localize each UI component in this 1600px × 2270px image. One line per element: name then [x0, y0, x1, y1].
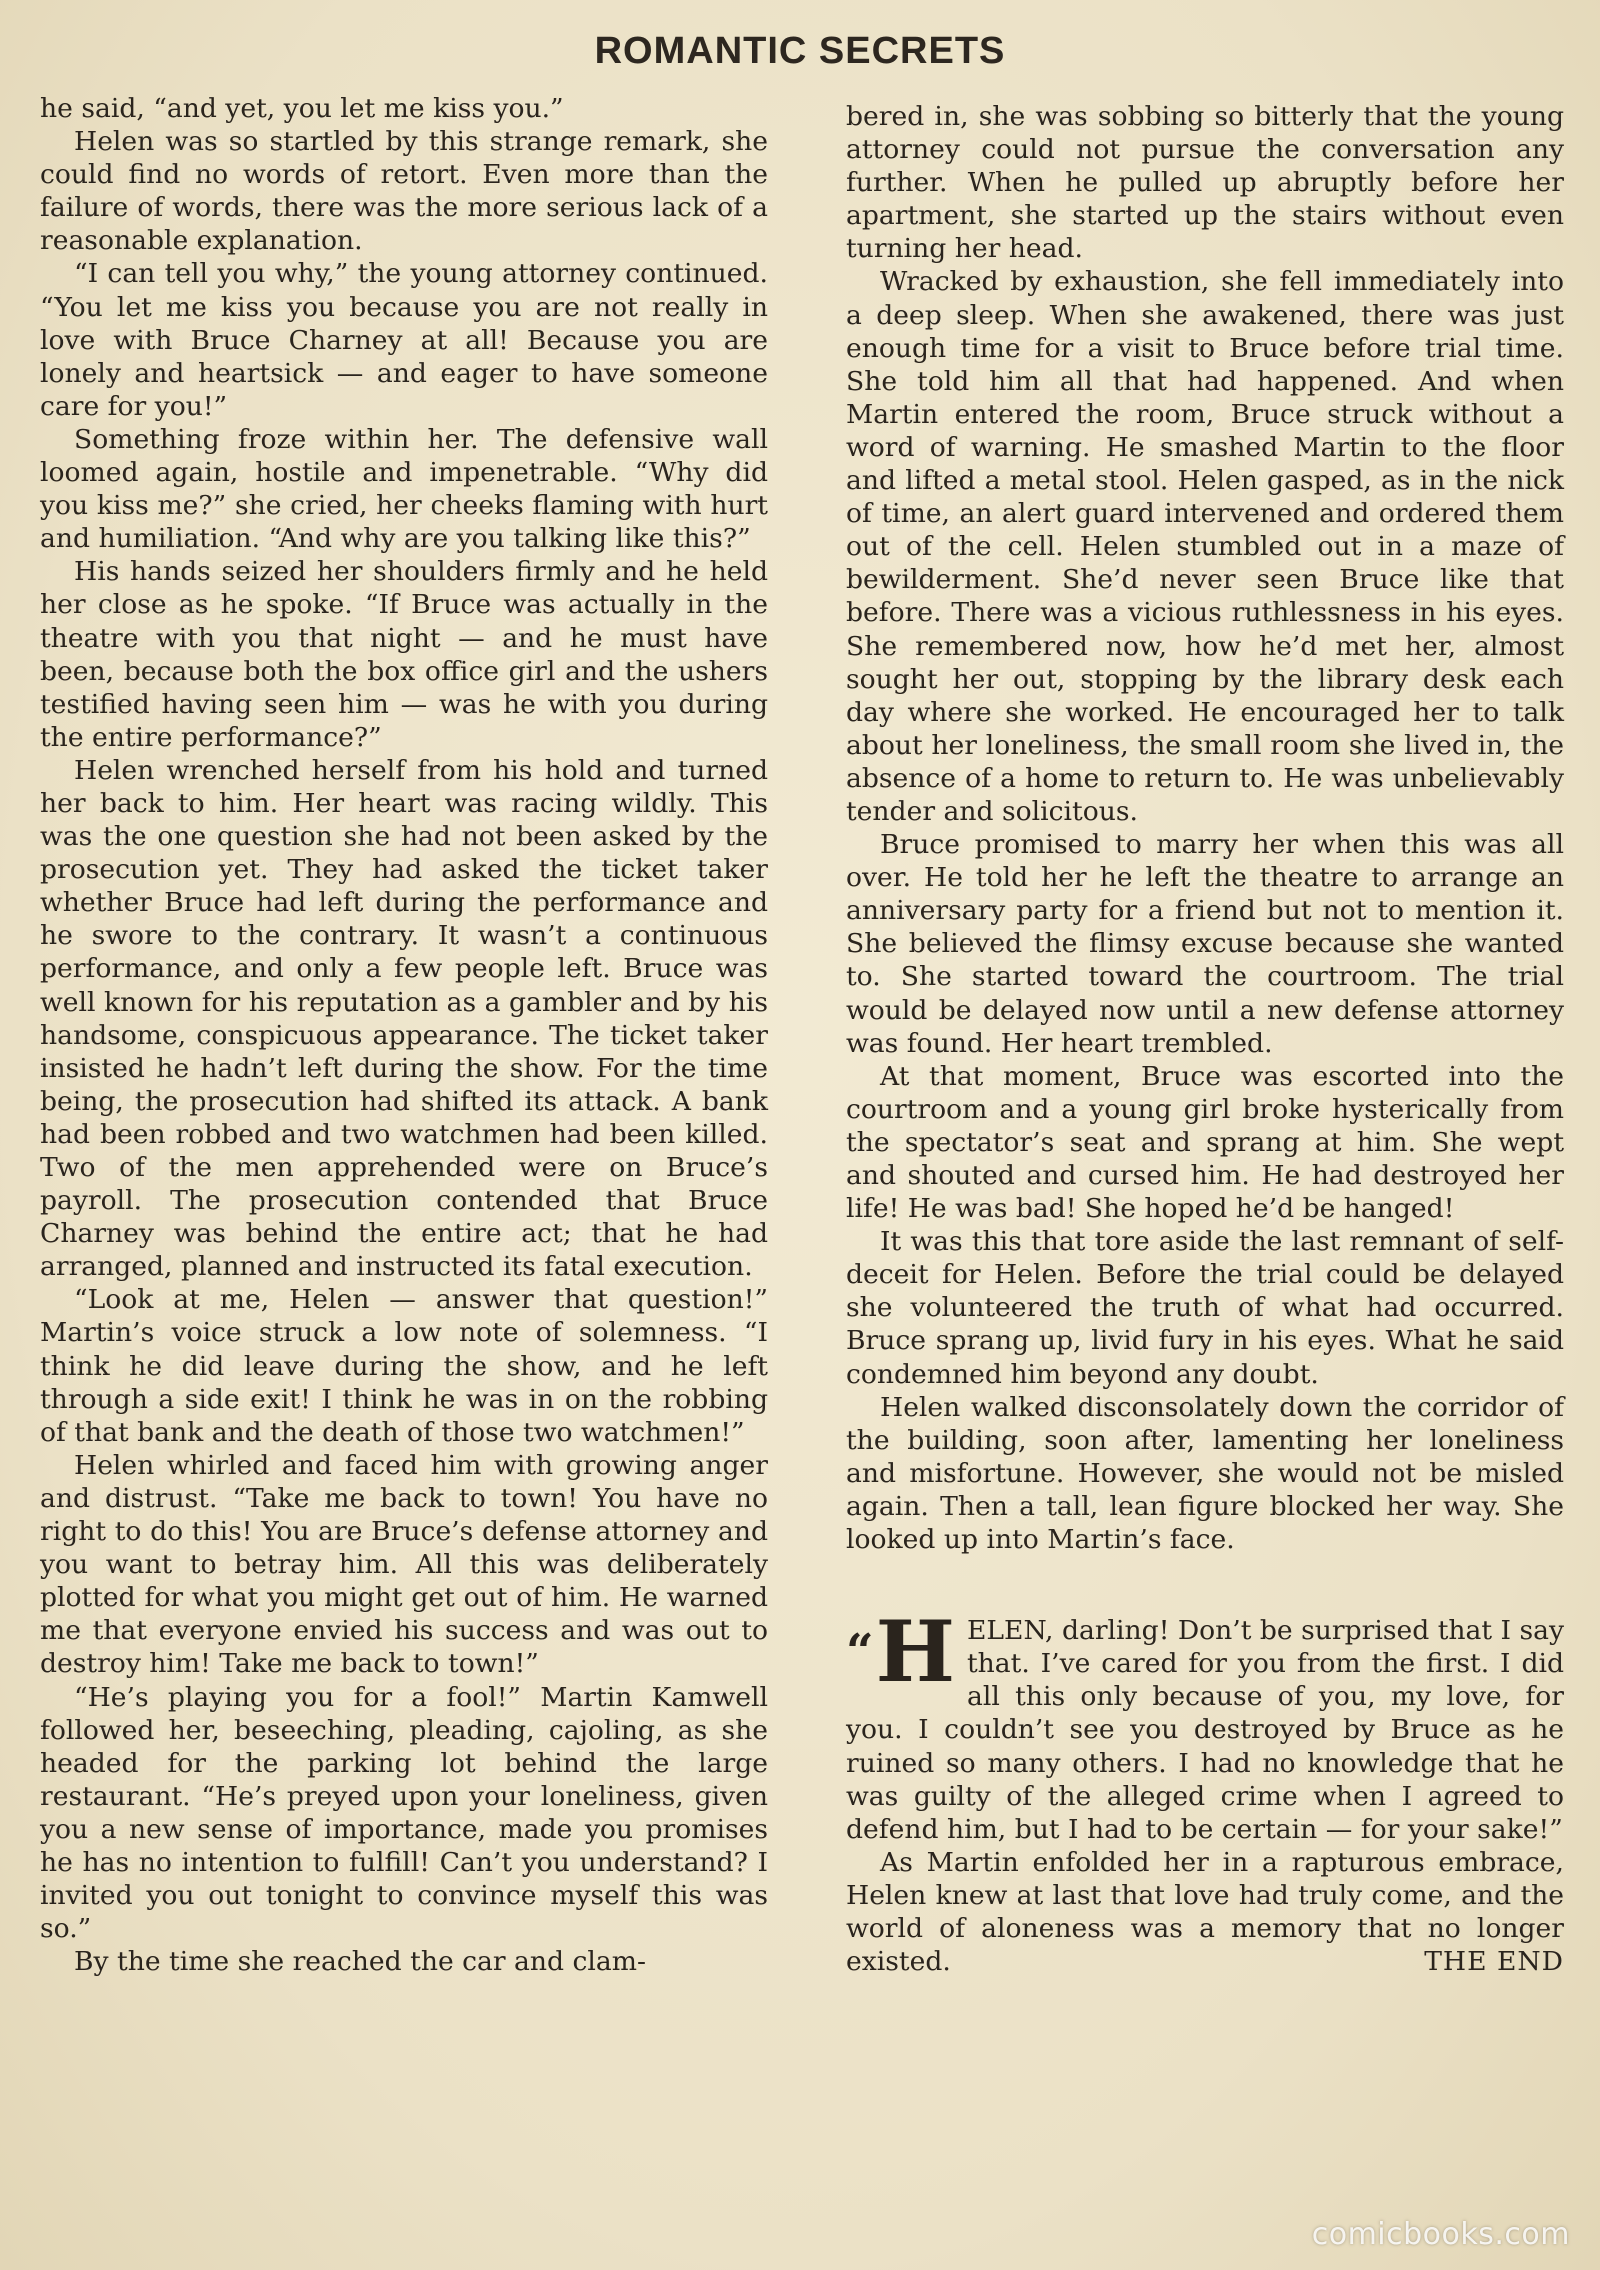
page-header-title: ROMANTIC SECRETS — [594, 30, 1006, 72]
left-text-column — [40, 92, 768, 1978]
paragraph: Wracked by exhaustion, she fell immediately into a deep sleep. When she awakened, there was just enough time for a visit to Bruce before trial time. She told him all that had happened. And when Martin entered the room, Bruce struck without a word of warning. He smashed Martin to the floor and lifted a metal stool. Helen gasped, as in the nick of time, an alert guard intervened and ordered them out of the cell. Helen stumbled out in a maze of bewilderment. She’d never seen Bruce like that before. There was a vicious ruthlessness in his eyes. She remembered now, how he’d met her, almost sought her out, stopping by the library desk each day where she worked. He encouraged her to talk about her loneliness, the small room she lived in, the absence of a home to return to. He was unbelievably tender and solicitous. — [846, 266, 1564, 827]
drop-cap-letter: H — [875, 1602, 955, 1702]
paragraph: At that moment, Bruce was escorted into the courtroom and a young girl broke hysterically from the spectator’s seat and sprang at him. She wept and shouted and cursed him. He had destroyed her life! He was bad! She hoped he’d be hanged! — [846, 1060, 1564, 1225]
right-text-column — [846, 100, 1564, 1978]
paragraph: “I can tell you why,” the young attorney continued. “You let me kiss you because you are not really in love with Bruce Charney at all! Because you are lonely and heartsick — and eager to have someone care for you!” — [40, 258, 768, 422]
paragraph: Helen was so startled by this strange remark, she could find no words of retort. Even more than the failure of words, there was the more serious lack of a reasonable explanation. — [40, 126, 768, 257]
column-divider — [800, 110, 802, 2190]
dropcap-paragraph — [846, 1602, 1564, 1846]
paragraph: bered in, she was sobbing so bitterly that the young attorney could not pursue the conversation any further. When he pulled up abruptly before her apartment, she started up the stairs without even turning her head. — [846, 101, 1564, 265]
final-paragraph — [846, 1846, 1564, 1978]
paragraph: “Look at me, Helen — answer that question!” Martin’s voice struck a low note of solemness. “I think he did leave during the show, and he left through a side exit! I think he was in on the robbing of that bank and the death of those two watchmen!” — [40, 1284, 768, 1448]
paragraph: Helen whirled and faced him with growing anger and distrust. “Take me back to town! You have no right to do this! You are Bruce’s defense attorney and you want to betray him. All this was deliberately plotted for what you might get out of him. He warned me that everyone envied his success and was out to destroy him! Take me back to town!” — [40, 1449, 768, 1680]
drop-cap-quote: “ — [846, 1624, 874, 1681]
paragraph: “He’s playing you for a fool!” Martin Kamwell followed her, beseeching, pleading, cajoling, as she headed for the parking lot behind the large restaurant. “He’s preyed upon your loneliness, given you a new sense of importance, made you promises he has no intention to fulfill! Can’t you understand? I invited you out tonight to convince myself this was so.” — [40, 1681, 768, 1945]
paragraph: he said, “and yet, you let me kiss you.” — [40, 93, 564, 124]
paragraph: Bruce promised to marry her when this was all over. He told her he left the theatre to arrange an anniversary party for a friend but not to mention it. She believed the flimsy excuse because she wanted to. She started toward the courtroom. The trial would be delayed now until a new defense attorney was found. Her heart trembled. — [846, 829, 1564, 1059]
paragraph: Helen wrenched herself from his hold and turned her back to him. Her heart was racing wildly. This was the one question she had not been asked by the prosecution yet. They had asked the ticket taker whether Bruce had left during the performance and he swore to the contrary. It wasn’t a continuous performance, and only a few people left. Bruce was well known for his reputation as a gambler and by his handsome, conspicuous appearance. The ticket taker insisted he hadn’t left during the show. For the time being, the prosecution had shifted its attack. A bank had been robbed and two watchmen had been killed. Two of the men apprehended were on Bruce’s payroll. The prosecution contended that Bruce Charney was behind the entire act; that he had arranged, planned and instructed its fatal execution. — [40, 754, 768, 1283]
paragraph: His hands seized her shoulders firmly and he held her close as he spoke. “If Bruce was actually in the theatre with you that night — and he must have been, because both the box office girl and the ushers testified having seen him — was he with you during the entire performance?” — [40, 556, 768, 753]
the-end-label: THE END — [1424, 1946, 1564, 1978]
drop-cap — [846, 1602, 955, 1702]
paragraph: By the time she reached the car and clam- — [74, 1946, 646, 1978]
watermark-text: comicbooks.com — [1311, 2217, 1570, 2252]
dropcap-paragraph-text: ELEN, darling! Don’t be surprised that I say that. I’ve cared for you from the first. I did all this only because of you, my love, for you. I couldn’t see you destroyed by Bruce as he ruined so many others. I had no knowledge that he was guilty of the alleged crime when I agreed to defend him, but I had to be certain — for your sake!” — [846, 1615, 1564, 1845]
final-paragraph-text: As Martin enfolded her in a rapturous embrace, Helen knew at last that love had truly come, and the world of aloneness was a memory that no longer existed. — [846, 1846, 1564, 1978]
paragraph: It was this that tore aside the last remnant of self-deceit for Helen. Before the trial could be delayed she volunteered the truth of what had occurred. Bruce sprang up, livid fury in his eyes. What he said condemned him beyond any doubt. — [846, 1226, 1564, 1390]
paragraph: Helen walked disconsolately down the corridor of the building, soon after, lamenting her loneliness and misfortune. However, she would not be misled again. Then a tall, lean figure blocked her way. She looked up into Martin’s face. — [846, 1391, 1564, 1556]
paragraph: Something froze within her. The defensive wall loomed again, hostile and impenetrable. “Why did you kiss me?” she cried, her cheeks flaming with hurt and humiliation. “And why are you talking like this?” — [40, 423, 768, 555]
